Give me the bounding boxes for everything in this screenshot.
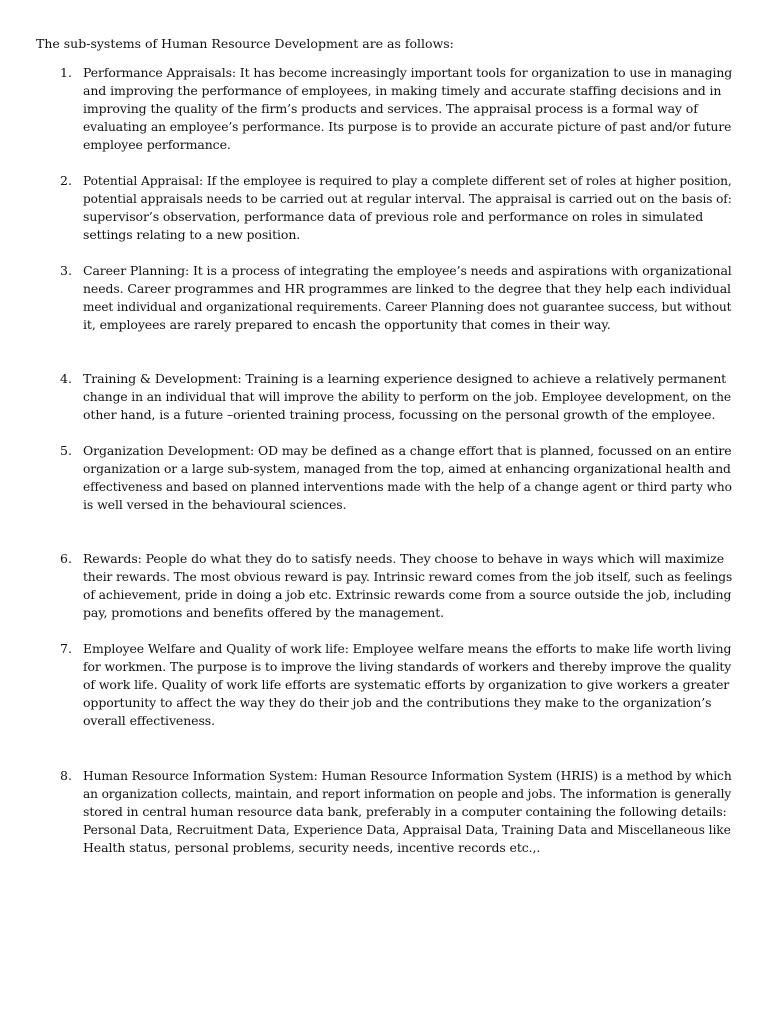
list-text-line: Organization Development: OD may be defined as a change effort that is planned, focussed on an entire [83, 443, 732, 458]
list-text-line: and improving the performance of employees, in making timely and accurate staffing decisions and in [83, 83, 722, 98]
list-text-line: of achievement, pride in doing a job etc. Extrinsic rewards come from a source outside the job, including [83, 588, 732, 602]
list-text-line: organization or a large sub-system, managed from the top, aimed at enhancing organizational health and [83, 462, 731, 476]
list-text-line: of work life. Quality of work life efforts are systematic efforts by organization to give workers a greater [83, 677, 730, 692]
list-text-line: for workmen. The purpose is to improve the living standards of workers and thereby improve the quality [83, 659, 732, 674]
list-text-line: other hand, is a future –oriented training process, focussing on the personal growth of the employee. [83, 407, 716, 422]
list-text-line: Performance Appraisals: It has become increasingly important tools for organization to use in managing [83, 65, 733, 80]
list-text-line: Potential Appraisal: If the employee is required to play a complete different set of roles at higher position, [83, 174, 732, 188]
list-text-line: employee performance. [83, 137, 231, 152]
list-text-line: evaluating an employee’s performance. Its purpose is to provide an accurate picture of past and/or future [83, 120, 732, 134]
list-text-line: stored in central human resource data bank, preferably in a computer containing the following details: [83, 804, 727, 819]
list-text-line: pay, promotions and benefits offered by the management. [83, 605, 445, 620]
list-text-line: supervisor’s observation, performance data of previous role and performance on roles in simulated [83, 209, 704, 224]
list-text-line: needs. Career programmes and HR programmes are linked to the degree that they help each individual [83, 281, 731, 296]
list-number: 3. [60, 263, 72, 278]
list-text-line: it, employees are rarely prepared to encash the opportunity that comes in their way. [83, 317, 611, 332]
list-text-line: Training & Development: Training is a learning experience designed to achieve a relatively permanent [83, 371, 727, 386]
list-text-line: is well versed in the behavioural sciences. [83, 497, 347, 512]
list-number: 5. [60, 443, 72, 458]
list-text-line: opportunity to affect the way they do their job and the contributions they make to the organization’s [83, 695, 712, 710]
list-text-line: potential appraisals needs to be carried out at regular interval. The appraisal is carried out on the basis of: [83, 192, 732, 206]
list-text-line: change in an individual that will improve the ability to perform on the job. Employee development, on the [83, 390, 732, 404]
intro-heading: The sub-systems of Human Resource Development are as follows: [36, 36, 454, 51]
list-text-line: Personal Data, Recruitment Data, Experience Data, Appraisal Data, Training Data and Miscellaneous like [83, 823, 731, 837]
list-text-line: an organization collects, maintain, and report information on people and jobs. The information is generally [83, 787, 732, 801]
list-text-line: effectiveness and based on planned interventions made with the help of a change agent or third party who [83, 480, 732, 494]
list-number: 6. [60, 551, 72, 566]
list-text-line: Rewards: People do what they do to satisfy needs. They choose to behave in ways which will maximize [83, 551, 724, 566]
list-text-line: overall effectiveness. [83, 713, 215, 728]
list-text-line: Career Planning: It is a process of integrating the employee’s needs and aspirations with organizational [83, 263, 732, 278]
list-text-line: Health status, personal problems, security needs, incentive records etc.,. [83, 840, 541, 855]
list-text-line: their rewards. The most obvious reward is pay. Intrinsic reward comes from the job itself, such as feelings [83, 570, 733, 584]
list-text-line: Human Resource Information System: Human Resource Information System (HRIS) is a method by which [83, 769, 732, 783]
list-number: 4. [60, 371, 72, 386]
list-text-line: meet individual and organizational requirements. Career Planning does not guarantee success, but without [83, 300, 732, 314]
list-number: 1. [60, 65, 72, 80]
list-number: 2. [60, 173, 72, 188]
list-number: 8. [60, 768, 72, 783]
list-text-line: improving the quality of the firm’s products and services. The appraisal process is a formal way of [83, 101, 698, 116]
list-number: 7. [60, 641, 72, 656]
list-text-line: Employee Welfare and Quality of work life: Employee welfare means the efforts to make life worth living [83, 641, 732, 656]
list-text-line: settings relating to a new position. [83, 227, 301, 242]
